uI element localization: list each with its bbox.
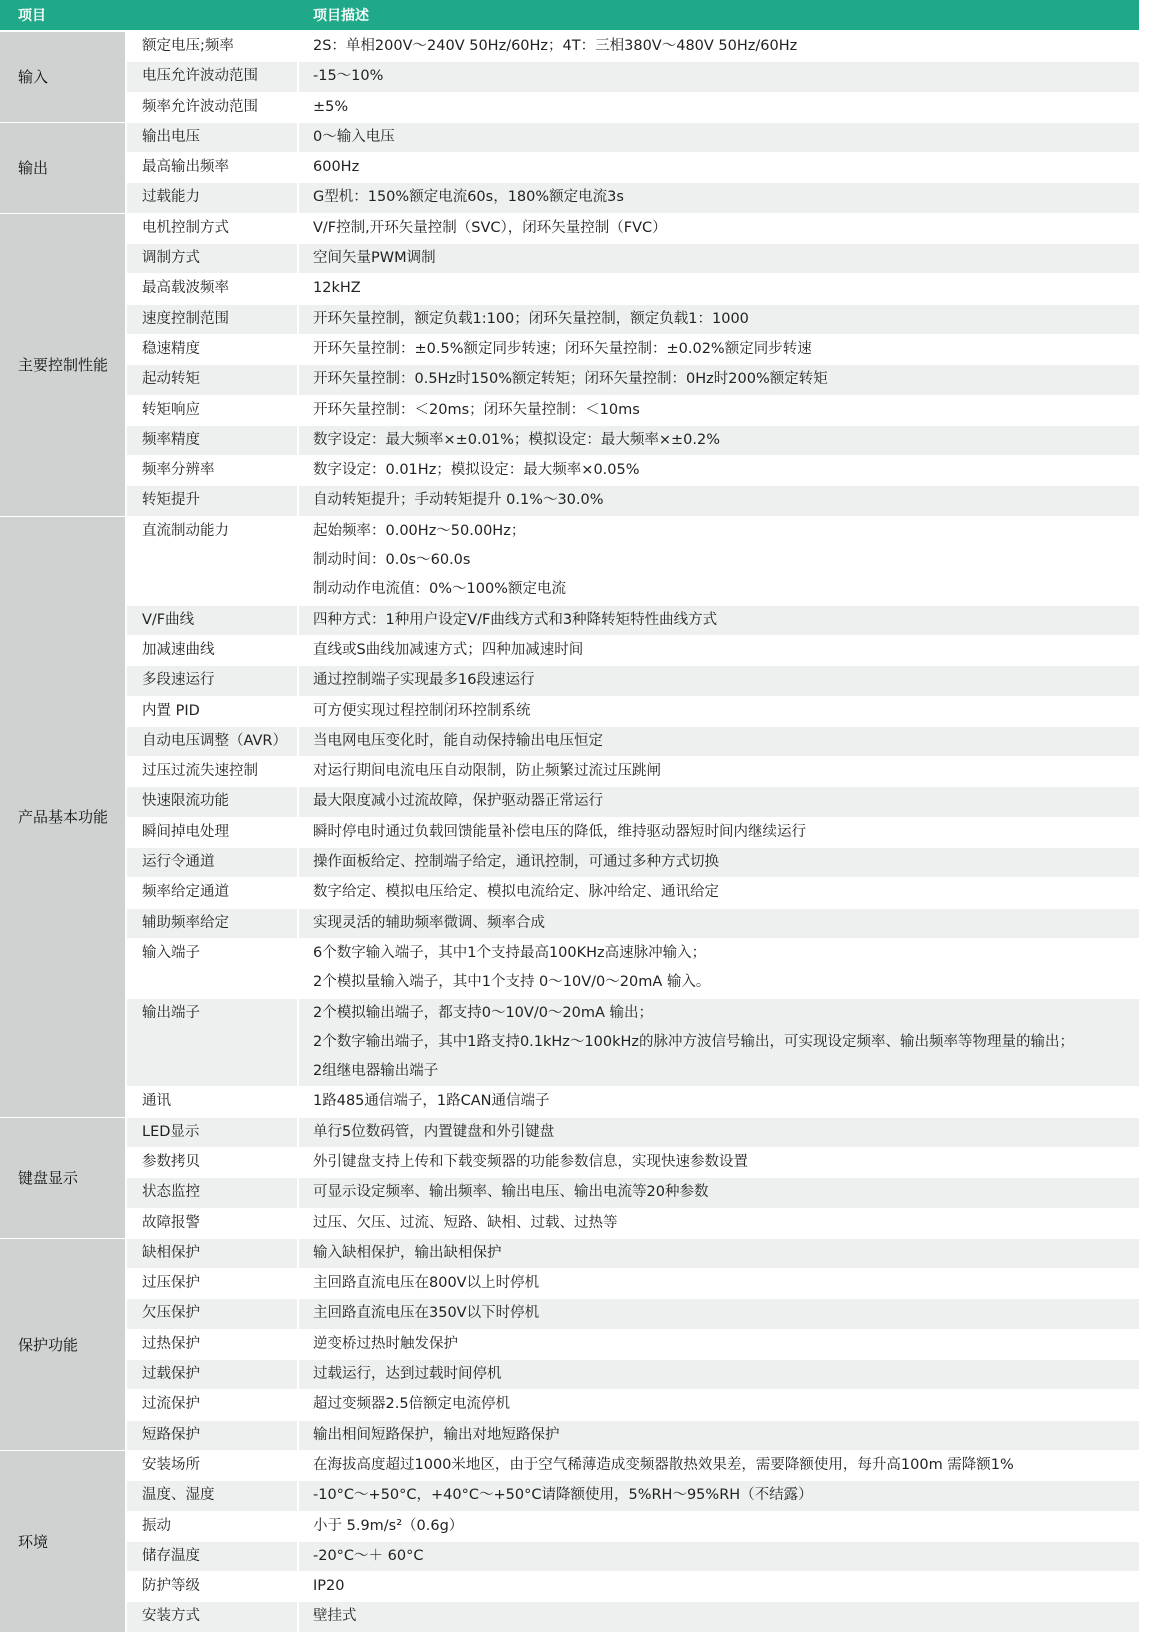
description-line: 过载运行，达到过载时间停机	[313, 1366, 502, 1383]
category-cell: 输出	[0, 123, 127, 214]
description-line: 通过控制端子实现最多16段速运行	[313, 672, 535, 689]
table-row	[0, 305, 1139, 335]
description-line: ±5%	[313, 98, 349, 115]
description-cell	[299, 848, 1139, 878]
description-line: -15～10%	[313, 68, 384, 85]
description-line: 起始频率：0.00Hz～50.00Hz；	[313, 522, 526, 539]
table-row	[0, 153, 1139, 183]
description-line: 开环矢量控制：0.5Hz时150%额定转矩；闭环矢量控制：0Hz时200%额定转矩	[313, 371, 828, 388]
description-line: -20°C～＋ 60°C	[313, 1547, 424, 1564]
table-row	[0, 1239, 1139, 1269]
item-cell: 输入端子	[127, 939, 299, 999]
table-row	[0, 1602, 1139, 1632]
item-cell: 过热保护	[127, 1330, 299, 1360]
description-line: 可显示设定频率、输出频率、输出电压、输出电流等20种参数	[313, 1184, 709, 1201]
description-cell	[299, 1481, 1139, 1511]
description-cell	[299, 426, 1139, 456]
item-cell: 加减速曲线	[127, 636, 299, 666]
description-line: 制动动作电流值：0%～100%额定电流	[313, 581, 566, 598]
description-line: 自动转矩提升；手动转矩提升 0.1%～30.0%	[313, 492, 604, 509]
description-cell	[299, 666, 1139, 696]
item-cell: 瞬间掉电处理	[127, 818, 299, 848]
description-line: 开环矢量控制，额定负载1:100；闭环矢量控制，额定负载1：1000	[313, 310, 749, 327]
description-cell	[299, 1118, 1139, 1148]
item-cell: 过载保护	[127, 1360, 299, 1390]
description-line: 小于 5.9m/s²（0.6g）	[313, 1517, 464, 1534]
table-row	[0, 274, 1139, 304]
table-row	[0, 999, 1139, 1088]
description-line: 实现灵活的辅助频率微调、频率合成	[313, 914, 545, 931]
description-cell	[299, 183, 1139, 213]
item-cell: V/F曲线	[127, 606, 299, 636]
item-cell: 输出端子	[127, 999, 299, 1088]
item-cell: 电压允许波动范围	[127, 62, 299, 92]
description-cell	[299, 909, 1139, 939]
item-cell: 频率分辨率	[127, 456, 299, 486]
table-row	[0, 396, 1139, 426]
table-row	[0, 1087, 1139, 1117]
item-cell: 过压过流失速控制	[127, 757, 299, 787]
description-line: 主回路直流电压在350V以下时停机	[313, 1305, 540, 1322]
description-cell	[299, 1087, 1139, 1117]
table-row	[0, 214, 1139, 244]
item-cell: 安装场所	[127, 1451, 299, 1481]
item-cell: 最高载波频率	[127, 274, 299, 304]
item-cell: 过流保护	[127, 1390, 299, 1420]
table-row	[0, 727, 1139, 757]
item-cell: 通讯	[127, 1087, 299, 1117]
table-row	[0, 426, 1139, 456]
item-cell: 过载能力	[127, 183, 299, 213]
description-cell	[299, 1299, 1139, 1329]
description-cell	[299, 1451, 1139, 1481]
description-line: 0～输入电压	[313, 128, 395, 145]
table-row	[0, 1269, 1139, 1299]
description-cell	[299, 62, 1139, 92]
item-cell: 输出电压	[127, 123, 299, 153]
item-cell: 过压保护	[127, 1269, 299, 1299]
item-cell: 参数拷贝	[127, 1148, 299, 1178]
table-row	[0, 93, 1139, 123]
table-row	[0, 818, 1139, 848]
description-cell	[299, 335, 1139, 365]
description-cell	[299, 1239, 1139, 1269]
item-cell: 欠压保护	[127, 1299, 299, 1329]
description-cell	[299, 93, 1139, 123]
description-cell	[299, 757, 1139, 787]
table-row	[0, 697, 1139, 727]
description-cell	[299, 123, 1139, 153]
description-cell	[299, 1360, 1139, 1390]
description-line: 最大限度减小过流故障，保护驱动器正常运行	[313, 793, 603, 810]
item-cell: 直流制动能力	[127, 517, 299, 606]
category-cell: 主要控制性能	[0, 214, 127, 517]
item-cell: 频率精度	[127, 426, 299, 456]
description-cell	[299, 697, 1139, 727]
item-cell: 电机控制方式	[127, 214, 299, 244]
description-line: 四种方式：1种用户设定V/F曲线方式和3种降转矩特性曲线方式	[313, 611, 718, 628]
table-row	[0, 123, 1139, 153]
description-cell	[299, 818, 1139, 848]
table-row	[0, 1451, 1139, 1481]
item-cell: 温度、湿度	[127, 1481, 299, 1511]
description-cell	[299, 486, 1139, 516]
description-cell	[299, 1542, 1139, 1572]
table-row	[0, 1178, 1139, 1208]
description-line: 6个数字输入端子，其中1个支持最高100KHz高速脉冲输入；	[313, 944, 707, 961]
item-cell: 频率给定通道	[127, 878, 299, 908]
description-line: 数字设定：0.01Hz；模拟设定：最大频率×0.05%	[313, 462, 640, 479]
table-row	[0, 848, 1139, 878]
item-cell: LED显示	[127, 1118, 299, 1148]
description-line: -10°C～+50°C，+40°C～+50°C请降额使用，5%RH～95%RH（不结露）	[313, 1487, 813, 1504]
table-row	[0, 1421, 1139, 1451]
category-cell: 保护功能	[0, 1239, 127, 1451]
description-cell	[299, 274, 1139, 304]
table-row	[0, 1330, 1139, 1360]
description-cell	[299, 153, 1139, 183]
item-cell: 起动转矩	[127, 365, 299, 395]
item-cell: 速度控制范围	[127, 305, 299, 335]
description-cell	[299, 1390, 1139, 1420]
description-cell	[299, 1330, 1139, 1360]
item-cell: 运行令通道	[127, 848, 299, 878]
table-row	[0, 244, 1139, 274]
description-cell	[299, 787, 1139, 817]
description-line: 2个数字输出端子，其中1路支持0.1kHz～100kHz的脉冲方波信号输出，可实现设定频率、输出频率等物理量的输出；	[313, 1033, 1075, 1050]
description-line: 2个模拟输出端子，都支持0～10V/0～20mA 输出；	[313, 1004, 654, 1021]
table-row	[0, 606, 1139, 636]
description-line: 超过变频器2.5倍额定电流停机	[313, 1396, 511, 1413]
item-cell: 转矩响应	[127, 396, 299, 426]
table-row	[0, 1148, 1139, 1178]
description-line: 外引键盘支持上传和下载变频器的功能参数信息，实现快速参数设置	[313, 1153, 748, 1170]
item-cell: 频率允许波动范围	[127, 93, 299, 123]
description-line: 数字给定、模拟电压给定、模拟电流给定、脉冲给定、通讯给定	[313, 884, 719, 901]
description-cell	[299, 727, 1139, 757]
item-cell: 调制方式	[127, 244, 299, 274]
description-line: 操作面板给定、控制端子给定，通讯控制，可通过多种方式切换	[313, 854, 719, 871]
item-cell: 缺相保护	[127, 1239, 299, 1269]
description-line: 可方便实现过程控制闭环控制系统	[313, 702, 531, 719]
description-cell	[299, 636, 1139, 666]
description-line: G型机：150%额定电流60s，180%额定电流3s	[313, 189, 624, 206]
description-line: 输入缺相保护，输出缺相保护	[313, 1244, 502, 1261]
description-line: 过压、欠压、过流、短路、缺相、过载、过热等	[313, 1214, 618, 1231]
description-line: 1路485通信端子，1路CAN通信端子	[313, 1093, 550, 1110]
description-line: 直线或S曲线加减速方式；四种加减速时间	[313, 641, 584, 658]
table-row	[0, 365, 1139, 395]
table-row	[0, 939, 1139, 999]
table-row	[0, 787, 1139, 817]
description-line: 2组继电器输出端子	[313, 1063, 439, 1080]
item-cell: 稳速精度	[127, 335, 299, 365]
item-cell: 储存温度	[127, 1542, 299, 1572]
table-row	[0, 1542, 1139, 1572]
table-row	[0, 335, 1139, 365]
description-cell	[299, 305, 1139, 335]
description-line: V/F控制,开环矢量控制（SVC），闭环矢量控制（FVC）	[313, 219, 667, 236]
item-cell: 转矩提升	[127, 486, 299, 516]
description-line: 2S：单相200V～240V 50Hz/60Hz；4T：三相380V～480V 50Hz/60Hz	[313, 38, 798, 54]
description-line: 输出相间短路保护，输出对地短路保护	[313, 1426, 560, 1443]
description-line: 600Hz	[313, 159, 360, 176]
table-row	[0, 456, 1139, 486]
description-line: 逆变桥过热时触发保护	[313, 1335, 458, 1352]
description-line: IP20	[313, 1578, 345, 1595]
category-cell: 产品基本功能	[0, 517, 127, 1118]
category-cell: 键盘显示	[0, 1118, 127, 1239]
item-cell: 最高输出频率	[127, 153, 299, 183]
description-line: 数字设定：最大频率×±0.01%；模拟设定：最大频率×±0.2%	[313, 431, 720, 448]
description-cell	[299, 1269, 1139, 1299]
table-row	[0, 517, 1139, 606]
category-cell: 环境	[0, 1451, 127, 1633]
header-item: 项目	[0, 0, 299, 32]
header-description: 项目描述	[299, 0, 1139, 32]
description-cell	[299, 517, 1139, 606]
description-line: 开环矢量控制：±0.5%额定同步转速；闭环矢量控制：±0.02%额定同步转速	[313, 340, 812, 357]
description-cell	[299, 1512, 1139, 1542]
description-line: 主回路直流电压在800V以上时停机	[313, 1275, 540, 1292]
category-cell: 输入	[0, 32, 127, 123]
item-cell: 故障报警	[127, 1209, 299, 1239]
table-row	[0, 878, 1139, 908]
item-cell: 自动电压调整（AVR）	[127, 727, 299, 757]
description-cell	[299, 939, 1139, 999]
table-row	[0, 1390, 1139, 1420]
description-line: 在海拔高度超过1000米地区，由于空气稀薄造成变频器散热效果差，需要降额使用，每升高100m 需降额1%	[313, 1456, 1014, 1473]
table-row	[0, 1118, 1139, 1148]
description-cell	[299, 606, 1139, 636]
description-cell	[299, 999, 1139, 1088]
item-cell: 短路保护	[127, 1421, 299, 1451]
description-cell	[299, 1421, 1139, 1451]
table-row	[0, 1572, 1139, 1602]
table-row	[0, 1512, 1139, 1542]
table-row	[0, 909, 1139, 939]
spec-table-body	[0, 32, 1139, 1633]
table-row	[0, 666, 1139, 696]
description-cell	[299, 1572, 1139, 1602]
description-cell	[299, 878, 1139, 908]
description-cell	[299, 365, 1139, 395]
table-row	[0, 636, 1139, 666]
description-cell	[299, 396, 1139, 426]
item-cell: 振动	[127, 1512, 299, 1542]
description-cell	[299, 456, 1139, 486]
table-row	[0, 1481, 1139, 1511]
table-row	[0, 757, 1139, 787]
item-cell: 内置 PID	[127, 697, 299, 727]
description-cell	[299, 1148, 1139, 1178]
item-cell: 快速限流功能	[127, 787, 299, 817]
item-cell: 防护等级	[127, 1572, 299, 1602]
description-line: 壁挂式	[313, 1608, 357, 1625]
table-row	[0, 183, 1139, 213]
description-line: 对运行期间电流电压自动限制，防止频繁过流过压跳闸	[313, 763, 661, 780]
description-cell	[299, 1178, 1139, 1208]
description-line: 开环矢量控制：＜20ms；闭环矢量控制：＜10ms	[313, 401, 640, 418]
item-cell: 额定电压;频率	[127, 32, 299, 62]
table-row	[0, 32, 1139, 62]
description-cell	[299, 244, 1139, 274]
item-cell: 状态监控	[127, 1178, 299, 1208]
description-line: 空间矢量PWM调制	[313, 250, 436, 267]
description-line: 2个模拟量输入端子，其中1个支持 0～10V/0～20mA 输入。	[313, 974, 711, 991]
table-row	[0, 1360, 1139, 1390]
table-row	[0, 1299, 1139, 1329]
description-line: 瞬时停电时通过负载回馈能量补偿电压的降低，维持驱动器短时间内继续运行	[313, 823, 806, 840]
description-cell	[299, 1209, 1139, 1239]
table-row	[0, 1209, 1139, 1239]
table-row	[0, 486, 1139, 516]
description-cell	[299, 32, 1139, 62]
description-line: 12kHZ	[313, 280, 361, 297]
item-cell: 多段速运行	[127, 666, 299, 696]
item-cell: 辅助频率给定	[127, 909, 299, 939]
item-cell: 安装方式	[127, 1602, 299, 1632]
description-cell	[299, 1602, 1139, 1632]
description-line: 当电网电压变化时，能自动保持输出电压恒定	[313, 732, 603, 749]
table-row	[0, 62, 1139, 92]
table-header-row	[0, 0, 1139, 32]
description-line: 制动时间：0.0s～60.0s	[313, 552, 471, 569]
description-line: 单行5位数码管，内置键盘和外引键盘	[313, 1123, 555, 1140]
description-cell	[299, 214, 1139, 244]
